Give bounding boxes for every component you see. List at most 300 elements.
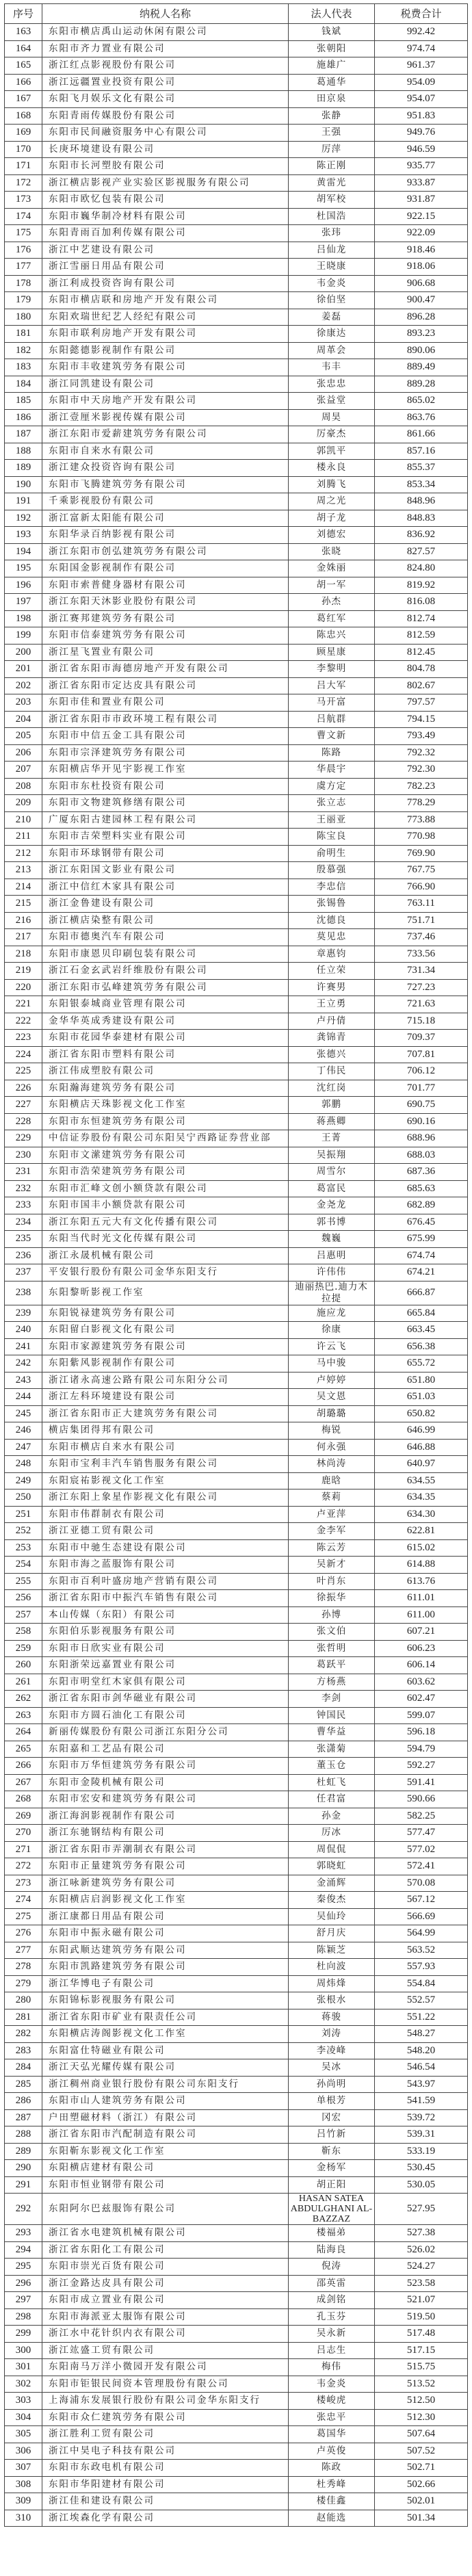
row-number: 297	[5, 2292, 42, 2309]
taxpayer-name: 东阳市国丰小额贷款有限公司	[42, 1197, 289, 1214]
legal-representative: 马中骏	[289, 1355, 375, 1372]
table-row	[5, 376, 468, 393]
tax-total: 778.29	[375, 795, 468, 812]
legal-representative: 蒋燕卿	[289, 1113, 375, 1130]
row-number: 254	[5, 1557, 42, 1574]
table-row	[5, 1372, 468, 1389]
legal-representative: 吴文恩	[289, 1389, 375, 1406]
tax-total: 812.74	[375, 610, 468, 627]
legal-representative: 李剑	[289, 1691, 375, 1708]
taxpayer-name: 东阳阿尔巴兹服饰有限公司	[42, 2194, 289, 2225]
row-number: 277	[5, 1942, 42, 1959]
taxpayer-name: 东阳银泰城商业管理有限公司	[42, 996, 289, 1013]
tax-total: 797.57	[375, 694, 468, 712]
legal-representative: 林尚涛	[289, 1456, 375, 1473]
row-number: 279	[5, 1975, 42, 1992]
row-number: 250	[5, 1489, 42, 1507]
table-row	[5, 24, 468, 41]
tax-total: 603.62	[375, 1674, 468, 1691]
taxpayer-name: 东阳欢瑞世纪艺人经纪有限公司	[42, 309, 289, 326]
legal-representative: 吴永新	[289, 2326, 375, 2343]
table-row	[5, 1439, 468, 1456]
taxpayer-name: 浙江省东阳市弄潮制衣有限公司	[42, 1841, 289, 1858]
row-number: 174	[5, 208, 42, 225]
tax-total: 715.18	[375, 1013, 468, 1030]
table-row	[5, 644, 468, 661]
table-row	[5, 1113, 468, 1130]
tax-total: 709.37	[375, 1030, 468, 1047]
taxpayer-name: 浙江省东阳市矿业有限责任公司	[42, 2009, 289, 2026]
legal-representative: 殷慕强	[289, 862, 375, 879]
table-row	[5, 1908, 468, 1925]
legal-representative: 葛跃平	[289, 1657, 375, 1674]
taxpayer-name: 东阳市联利房地产开发有限公司	[42, 326, 289, 343]
tax-total: 890.06	[375, 342, 468, 359]
tax-total: 706.12	[375, 1063, 468, 1080]
row-number: 164	[5, 40, 42, 57]
tax-total: 512.30	[375, 2409, 468, 2426]
table-row	[5, 996, 468, 1013]
row-number: 270	[5, 1825, 42, 1842]
legal-representative: 吕仙龙	[289, 242, 375, 259]
taxpayer-name: 浙江金路达皮具有限公司	[42, 2275, 289, 2292]
tax-total: 577.02	[375, 1841, 468, 1858]
row-number: 271	[5, 1841, 42, 1858]
row-number: 190	[5, 476, 42, 493]
taxpayer-name: 浙江远疆置业投资有限公司	[42, 74, 289, 91]
legal-representative: 孙尚明	[289, 2076, 375, 2093]
header-tax: 税费合计	[375, 4, 468, 24]
tax-total: 539.72	[375, 2109, 468, 2126]
tax-total: 792.32	[375, 744, 468, 762]
tax-total: 690.16	[375, 1113, 468, 1130]
tax-total: 541.59	[375, 2093, 468, 2110]
taxpayer-name: 浙江亚德工贸有限公司	[42, 1523, 289, 1540]
table-row	[5, 2359, 468, 2376]
row-number: 253	[5, 1539, 42, 1557]
table-row	[5, 309, 468, 326]
legal-representative: 厉萍	[289, 141, 375, 158]
table-row	[5, 1422, 468, 1440]
taxpayer-name: 浙江富新太阳能有限公司	[42, 510, 289, 527]
row-number: 186	[5, 409, 42, 426]
table-row	[5, 1841, 468, 1858]
legal-representative: 张玮	[289, 225, 375, 242]
table-row	[5, 2476, 468, 2493]
legal-representative: 张忠忠	[289, 376, 375, 393]
legal-representative: 郭鹏	[289, 1097, 375, 1114]
taxpayer-name: 浙江省东阳市海德房地产开发有限公司	[42, 661, 289, 678]
tax-total: 611.00	[375, 1606, 468, 1624]
tax-total: 527.95	[375, 2194, 468, 2225]
table-row	[5, 2042, 468, 2059]
row-number: 191	[5, 493, 42, 510]
row-number: 229	[5, 1130, 42, 1147]
taxpayer-name: 东阳紫风影视制作有限公司	[42, 1355, 289, 1372]
table-row	[5, 1858, 468, 1875]
table-row	[5, 409, 468, 426]
table-row	[5, 242, 468, 259]
legal-representative: 李凌峰	[289, 2042, 375, 2059]
legal-representative: 许赛男	[289, 979, 375, 996]
taxpayer-name: 东阳华录百纳影视有限公司	[42, 527, 289, 544]
row-number: 204	[5, 711, 42, 728]
legal-representative: 张朝阳	[289, 40, 375, 57]
row-number: 244	[5, 1389, 42, 1406]
table-row	[5, 1992, 468, 2009]
taxpayer-name: 东阳黎昕影视工作室	[42, 1281, 289, 1305]
legal-representative: 梅锐	[289, 1422, 375, 1440]
taxpayer-name: 东阳市恒业钢带有限公司	[42, 2176, 289, 2194]
legal-representative: 韦金炎	[289, 275, 375, 292]
legal-representative: 胡璐璐	[289, 1405, 375, 1422]
row-number: 179	[5, 292, 42, 309]
table-row	[5, 1389, 468, 1406]
taxpayer-name: 浙江同凯建设有限公司	[42, 376, 289, 393]
tax-total: 527.38	[375, 2225, 468, 2242]
tax-total: 848.83	[375, 510, 468, 527]
legal-representative: 孔玉芬	[289, 2308, 375, 2326]
table-row	[5, 2143, 468, 2160]
table-row	[5, 1247, 468, 1264]
table-row	[5, 292, 468, 309]
taxpayer-name: 东阳市正量建筑劳务有限公司	[42, 1858, 289, 1875]
row-number: 303	[5, 2393, 42, 2410]
table-row	[5, 2409, 468, 2426]
taxpayer-name: 浙江中昊电子科技有限公司	[42, 2443, 289, 2460]
legal-representative: 吴仙玲	[289, 1908, 375, 1925]
row-number: 249	[5, 1472, 42, 1489]
legal-representative: 卢英俊	[289, 2443, 375, 2460]
row-number: 183	[5, 359, 42, 376]
row-number: 263	[5, 1707, 42, 1724]
tax-total: 523.58	[375, 2275, 468, 2292]
legal-representative: 吕航群	[289, 711, 375, 728]
legal-representative: 张静	[289, 107, 375, 125]
tax-total: 517.15	[375, 2342, 468, 2359]
row-number: 295	[5, 2259, 42, 2276]
taxpayer-name: 东阳留白影视文化有限公司	[42, 1322, 289, 1339]
taxpayer-name: 上海浦东发展银行股份有限公司金华东阳支行	[42, 2393, 289, 2410]
tax-total: 665.84	[375, 1305, 468, 1322]
table-row	[5, 610, 468, 627]
legal-representative: 金杨军	[289, 2160, 375, 2177]
tax-total: 848.96	[375, 493, 468, 510]
taxpayer-name: 浙江雪丽日用品有限公司	[42, 259, 289, 276]
legal-representative: 吴冰	[289, 2059, 375, 2077]
tax-total: 946.59	[375, 141, 468, 158]
row-number: 221	[5, 996, 42, 1013]
table-row	[5, 2026, 468, 2043]
taxpayer-name: 浙江省东阳市正大建筑劳务有限公司	[42, 1405, 289, 1422]
row-number: 292	[5, 2194, 42, 2225]
legal-representative: 葛国华	[289, 2426, 375, 2443]
row-number: 213	[5, 862, 42, 879]
row-number: 308	[5, 2476, 42, 2493]
tax-total: 557.93	[375, 1959, 468, 1976]
table-row	[5, 1640, 468, 1657]
taxpayer-name: 东阳市崇光百货有限公司	[42, 2259, 289, 2276]
legal-representative: 周侃侃	[289, 1841, 375, 1858]
table-row	[5, 661, 468, 678]
tax-total: 607.21	[375, 1624, 468, 1641]
table-row	[5, 1959, 468, 1976]
table-row	[5, 326, 468, 343]
taxpayer-name: 东阳瀚海建筑劳务有限公司	[42, 1080, 289, 1097]
taxpayer-name: 浙江省东阳市中振汽车销售有限公司	[42, 1590, 289, 1607]
taxpayer-name: 东阳横店涛阁影视文化工作室	[42, 2026, 289, 2043]
row-number: 299	[5, 2326, 42, 2343]
row-number: 207	[5, 762, 42, 779]
taxpayer-name: 东阳市文物建筑修缮有限公司	[42, 795, 289, 812]
legal-representative: 张根水	[289, 1992, 375, 2009]
row-number: 216	[5, 912, 42, 929]
tax-total: 857.16	[375, 443, 468, 460]
row-number: 246	[5, 1422, 42, 1440]
table-row	[5, 1063, 468, 1080]
tax-total: 592.27	[375, 1758, 468, 1775]
row-number: 251	[5, 1506, 42, 1523]
row-number: 243	[5, 1372, 42, 1389]
taxpayer-name: 东阳懿德影视制作有限公司	[42, 342, 289, 359]
row-number: 206	[5, 744, 42, 762]
tax-total: 615.02	[375, 1539, 468, 1557]
table-row	[5, 929, 468, 946]
taxpayer-name: 东阳市中信五金工具有限公司	[42, 728, 289, 745]
taxpayer-name: 浙江左科环境建设有限公司	[42, 1389, 289, 1406]
legal-representative: 许云飞	[289, 1338, 375, 1355]
table-row	[5, 1456, 468, 1473]
tax-total: 731.34	[375, 963, 468, 980]
legal-representative: 吴新才	[289, 1557, 375, 1574]
taxpayer-name: 千乘影视股份有限公司	[42, 493, 289, 510]
table-row	[5, 1214, 468, 1231]
table-row	[5, 275, 468, 292]
row-number: 296	[5, 2275, 42, 2292]
taxpayer-name: 东阳市海派亚太服饰有限公司	[42, 2308, 289, 2326]
tax-total: 551.22	[375, 2009, 468, 2026]
legal-representative: 倪涛	[289, 2259, 375, 2276]
taxpayer-name: 东阳市山人建筑劳务有限公司	[42, 2093, 289, 2110]
table-row	[5, 577, 468, 594]
tax-total: 922.15	[375, 208, 468, 225]
taxpayer-name: 东阳市中驰生态建设有限公司	[42, 1539, 289, 1557]
row-number: 290	[5, 2160, 42, 2177]
tax-total: 935.77	[375, 158, 468, 175]
tax-total: 502.01	[375, 2493, 468, 2510]
table-row	[5, 1355, 468, 1372]
tax-total: 526.02	[375, 2241, 468, 2259]
taxpayer-name: 东阳市中天房地产开发有限公司	[42, 393, 289, 410]
table-row	[5, 225, 468, 242]
row-number: 273	[5, 1875, 42, 1892]
table-row	[5, 2259, 468, 2276]
legal-representative: 张益堂	[289, 393, 375, 410]
legal-representative: 周雪尔	[289, 1164, 375, 1181]
tax-total: 863.76	[375, 409, 468, 426]
table-row	[5, 493, 468, 510]
taxpayer-name: 东阳市众仁建筑劳务有限公司	[42, 2409, 289, 2426]
table-row	[5, 896, 468, 913]
row-number: 268	[5, 1791, 42, 1808]
table-row	[5, 2376, 468, 2393]
legal-representative: 沈德良	[289, 912, 375, 929]
tax-total: 889.28	[375, 376, 468, 393]
legal-representative: 施应龙	[289, 1305, 375, 1322]
table-row	[5, 912, 468, 929]
row-number: 267	[5, 1774, 42, 1791]
taxpayer-name: 东阳市华阳建材有限公司	[42, 2476, 289, 2493]
taxpayer-table	[4, 3, 468, 2527]
legal-representative: 陈正刚	[289, 158, 375, 175]
taxpayer-name: 东阳青雨传媒股份有限公司	[42, 107, 289, 125]
taxpayer-name: 东阳市飞腾建筑劳务有限公司	[42, 476, 289, 493]
row-number: 236	[5, 1247, 42, 1264]
legal-representative: 卢丹倩	[289, 1013, 375, 1030]
tax-total: 951.83	[375, 107, 468, 125]
tax-total: 733.56	[375, 946, 468, 963]
tax-total: 602.47	[375, 1691, 468, 1708]
legal-representative: 王立勇	[289, 996, 375, 1013]
table-body	[5, 24, 468, 2527]
taxpayer-name: 东阳市方圆石油化工有限公司	[42, 1707, 289, 1724]
taxpayer-name: 浙江诸永高速公路有限公司东阳分公司	[42, 1372, 289, 1389]
tax-total: 836.92	[375, 527, 468, 544]
legal-representative: 陆海良	[289, 2241, 375, 2259]
table-row	[5, 677, 468, 694]
legal-representative: 何永强	[289, 1439, 375, 1456]
table-row	[5, 1808, 468, 1825]
row-number: 215	[5, 896, 42, 913]
table-row	[5, 1197, 468, 1214]
taxpayer-name: 东阳市欧忆包装有限公司	[42, 192, 289, 209]
table-row	[5, 1741, 468, 1758]
taxpayer-name: 浙江东阳国文影业有限公司	[42, 862, 289, 879]
tax-total: 614.88	[375, 1557, 468, 1574]
row-number: 227	[5, 1097, 42, 1114]
legal-representative: 舒月庆	[289, 1925, 375, 1942]
legal-representative: 葛红军	[289, 610, 375, 627]
table-row	[5, 946, 468, 963]
table-row	[5, 2493, 468, 2510]
tax-total: 827.57	[375, 543, 468, 560]
table-row	[5, 1489, 468, 1507]
legal-representative: 沈红岗	[289, 1080, 375, 1097]
legal-representative: 金李军	[289, 1523, 375, 1540]
tax-total: 767.75	[375, 862, 468, 879]
table-row	[5, 694, 468, 712]
table-row	[5, 1472, 468, 1489]
taxpayer-name: 东阳武顺达建筑劳务有限公司	[42, 1942, 289, 1959]
legal-representative: 胡正阳	[289, 2176, 375, 2194]
table-row	[5, 1180, 468, 1197]
table-row	[5, 1013, 468, 1030]
row-number: 219	[5, 963, 42, 980]
row-number: 266	[5, 1758, 42, 1775]
row-number: 194	[5, 543, 42, 560]
tax-total: 548.27	[375, 2026, 468, 2043]
legal-representative: 葛通华	[289, 74, 375, 91]
table-row	[5, 594, 468, 611]
row-number: 300	[5, 2342, 42, 2359]
taxpayer-name: 东阳市横店联和房地产开发有限公司	[42, 292, 289, 309]
legal-representative: 叶肖东	[289, 1573, 375, 1590]
table-row	[5, 1046, 468, 1063]
row-number: 172	[5, 174, 42, 192]
taxpayer-name: 东阳市横店自来水有限公司	[42, 1439, 289, 1456]
tax-total: 594.79	[375, 1741, 468, 1758]
legal-representative: 杜虹飞	[289, 1774, 375, 1791]
legal-representative: 陈政	[289, 2460, 375, 2477]
table-row	[5, 1322, 468, 1339]
taxpayer-name: 浙江东阳市弘峰建筑劳务有限公司	[42, 979, 289, 996]
legal-representative: 张忠平	[289, 2409, 375, 2426]
row-number: 255	[5, 1573, 42, 1590]
table-row	[5, 1590, 468, 1607]
row-number: 282	[5, 2026, 42, 2043]
taxpayer-name: 东阳市家源建筑劳务有限公司	[42, 1338, 289, 1355]
row-number: 214	[5, 879, 42, 896]
tax-total: 656.38	[375, 1338, 468, 1355]
taxpayer-name: 东阳市丰收建筑劳务有限公司	[42, 359, 289, 376]
table-row	[5, 1774, 468, 1791]
legal-representative: 梅伟	[289, 2359, 375, 2376]
taxpayer-name: 东阳市凯路建筑劳务有限公司	[42, 1959, 289, 1976]
row-number: 258	[5, 1624, 42, 1641]
tax-total: 922.09	[375, 225, 468, 242]
table-row	[5, 2059, 468, 2077]
table-header-row	[5, 4, 468, 24]
tax-total: 701.77	[375, 1080, 468, 1097]
tax-total: 804.78	[375, 661, 468, 678]
taxpayer-name: 浙江建众投资咨询有限公司	[42, 460, 289, 477]
taxpayer-name: 东阳横店启润影视文化工作室	[42, 1892, 289, 1909]
taxpayer-name: 浙江东阳市爱薪建筑劳务有限公司	[42, 426, 289, 443]
row-number: 165	[5, 57, 42, 75]
tax-total: 591.41	[375, 1774, 468, 1791]
table-row	[5, 2426, 468, 2443]
table-row	[5, 1724, 468, 1741]
table-row	[5, 426, 468, 443]
table-row	[5, 393, 468, 410]
taxpayer-name: 东阳市索普健身器材有限公司	[42, 577, 289, 594]
legal-representative: 鹿晗	[289, 1472, 375, 1489]
row-number: 169	[5, 125, 42, 142]
taxpayer-name: 东阳锦标影视服务有限公司	[42, 1992, 289, 2009]
taxpayer-name: 长庚环境建设有限公司	[42, 141, 289, 158]
legal-representative: 卢婷婷	[289, 1372, 375, 1389]
tax-total: 889.49	[375, 359, 468, 376]
legal-representative: 张潇菊	[289, 1741, 375, 1758]
taxpayer-name: 浙江水中花针织内衣有限公司	[42, 2326, 289, 2343]
row-number: 242	[5, 1355, 42, 1372]
row-number: 272	[5, 1858, 42, 1875]
row-number: 269	[5, 1808, 42, 1825]
legal-representative: 陈宝良	[289, 829, 375, 846]
row-number: 284	[5, 2059, 42, 2077]
table-row	[5, 40, 468, 57]
taxpayer-name: 东阳市民间融资服务中心有限公司	[42, 125, 289, 142]
tax-total: 675.99	[375, 1231, 468, 1248]
tax-total: 521.07	[375, 2292, 468, 2309]
taxpayer-name: 浙江省东阳市市政环境工程有限公司	[42, 711, 289, 728]
legal-representative: 陈路	[289, 744, 375, 762]
row-number: 178	[5, 275, 42, 292]
taxpayer-name: 浙江东阳上象星作影视文化有限公司	[42, 1489, 289, 1507]
legal-representative: 葛富民	[289, 1180, 375, 1197]
tax-total: 533.19	[375, 2143, 468, 2160]
legal-representative: 任君富	[289, 1791, 375, 1808]
